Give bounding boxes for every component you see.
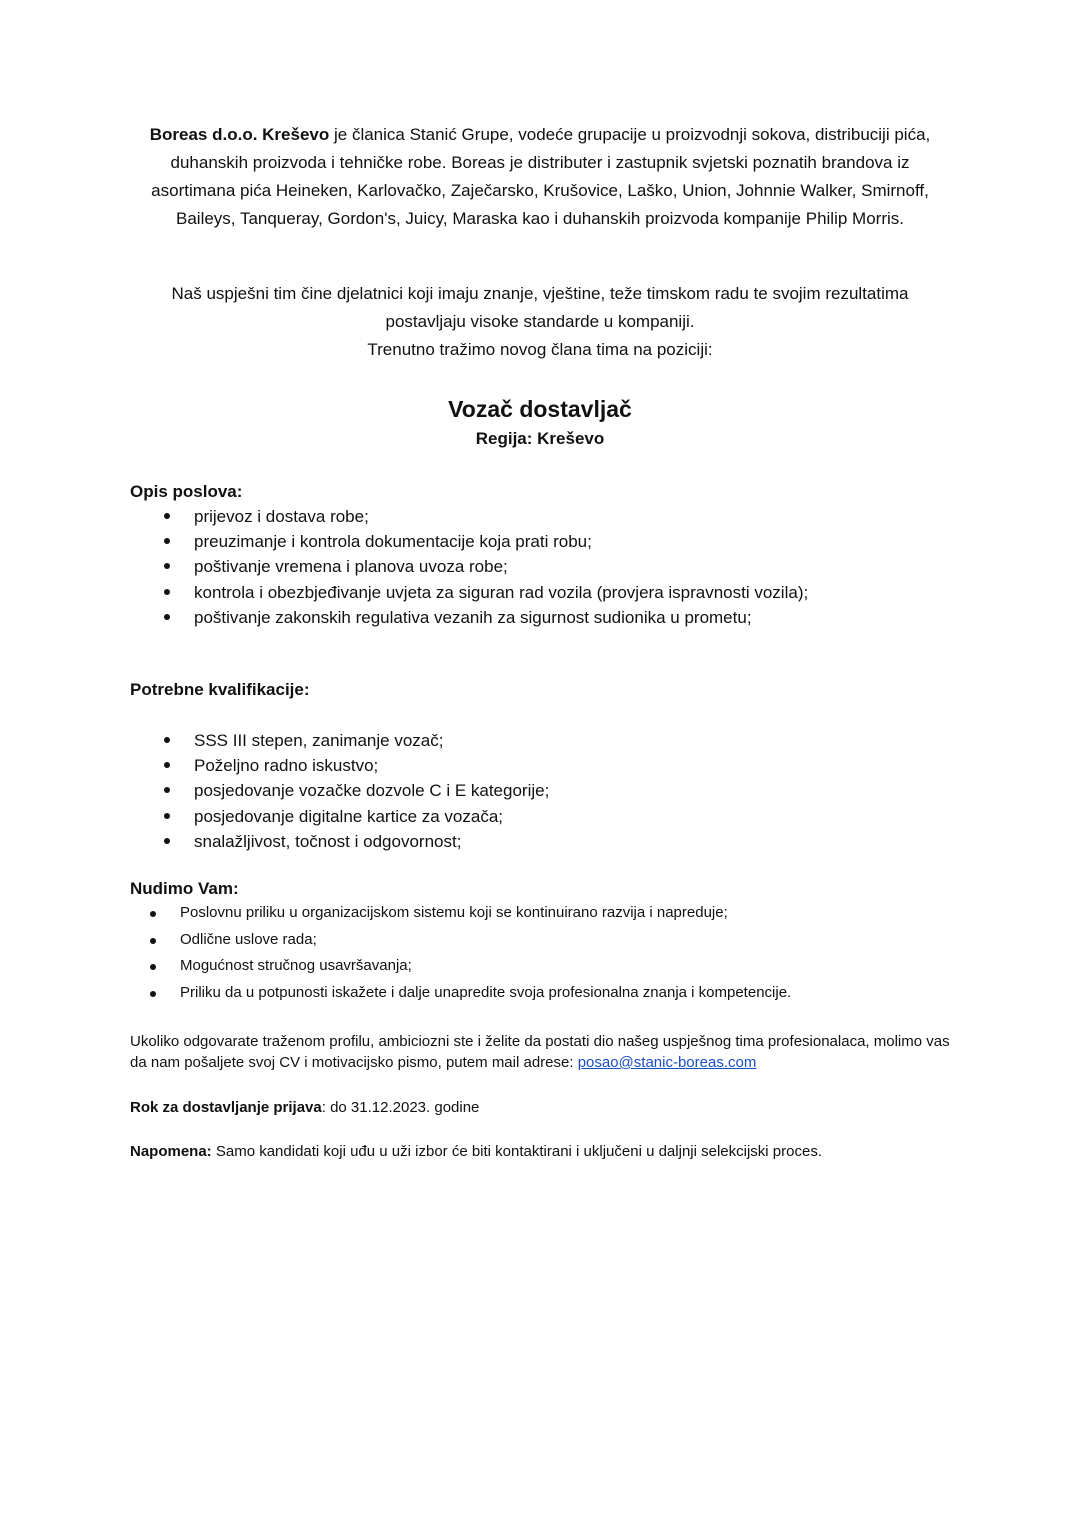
bullet-icon [164,538,170,544]
list-item: Poželjno radno iskustvo; [130,753,549,778]
list-item: SSS III stepen, zanimanje vozač; [130,728,549,753]
job-title: Vozač dostavljač [448,396,632,422]
bullet-icon [150,964,156,970]
position-lead-in: Trenutno tražimo novog člana tima na poziciji: [367,340,713,359]
bullet-icon [164,838,170,844]
note [130,1141,960,1162]
company-name: Boreas d.o.o. Kreševo [149,125,330,144]
bullet-icon [164,787,170,793]
qualifications-heading: Potrebne kvalifikacije: [130,680,310,699]
application-deadline [130,1097,960,1118]
application-text: Ukoliko odgovarate traženom profilu, ambiciozni ste i želite da postati dio našeg uspješnog tima profesionalaca, molimo vas da nam pošaljete svoj CV i motivacijsko pismo, putem mail adrese: [130,1033,950,1071]
list-item: posjedovanje vozačke dozvole C i E kategorije; [130,778,549,803]
duties-list [130,504,808,630]
bullet-icon [164,589,170,595]
team-text: Naš uspješni tim čine djelatnici koji imaju znanje, vještine, teže timskom radu te svojim rezultatima postavljaju visoke standarde u kompaniji. [171,284,909,331]
bullet-icon [150,911,156,917]
bullet-icon [164,563,170,569]
list-item: poštivanje zakonskih regulativa vezanih za sigurnost sudionika u prometu; [130,605,808,630]
application-instructions [130,1031,960,1073]
qualifications-list [130,728,549,854]
list-item: snalažljivost, točnost i odgovornost; [130,829,549,854]
deadline-label: Rok za dostavljanje prijava [130,1099,322,1116]
list-item: kontrola i obezbjeđivanje uvjeta za siguran rad vozila (provjera ispravnosti vozila); [130,580,808,605]
list-item: prijevoz i dostava robe; [130,504,808,529]
note-text: Samo kandidati koji uđu u uži izbor će biti kontaktirani i uključeni u daljnji selekcijski proces. [211,1143,822,1160]
offer-list [130,900,791,1006]
list-item: Mogućnost stručnog usavršavanja; [130,953,791,980]
bullet-icon [164,737,170,743]
note-label: Napomena: [130,1143,212,1160]
bullet-icon [150,991,156,997]
company-intro [130,121,950,233]
team-description [130,280,950,364]
bullet-icon [150,938,156,944]
job-region: Regija: Kreševo [475,429,605,448]
bullet-icon [164,513,170,519]
bullet-icon [164,614,170,620]
duties-heading: Opis poslova: [130,482,243,501]
list-item: Priliku da u potpunosti iskažete i dalje unapredite svoja profesionalna znanja i kompetencije. [130,980,791,1007]
list-item: poštivanje vremena i planova uvoza robe; [130,554,808,579]
list-item: Poslovnu priliku u organizacijskom sistemu koji se kontinuirano razvija i napreduje; [130,900,791,927]
company-description: je članica Stanić Grupe, vodeće grupacije u proizvodnji sokova, distribuciji pića, duhanskih proizvoda i tehničke robe. Boreas je distributer i zastupnik svjetski poznatih brandova iz asortimana pića Heineken, Karlovačko, Zaječarsko, Krušovice, Laško, Union, Johnnie Walker, Smirnoff, Baileys, Tanqueray, Gordon's, Juicy, Maraska kao i duhanskih proizvoda kompanije Philip Morris. [151,125,931,228]
email-link[interactable]: posao@stanic-boreas.com [577,1054,757,1071]
bullet-icon [164,762,170,768]
list-item: posjedovanje digitalne kartice za vozača; [130,804,549,829]
bullet-icon [164,813,170,819]
offer-heading: Nudimo Vam: [130,879,239,898]
deadline-value: : do 31.12.2023. godine [321,1099,480,1116]
list-item: Odlične uslove rada; [130,927,791,954]
list-item: preuzimanje i kontrola dokumentacije koja prati robu; [130,529,808,554]
